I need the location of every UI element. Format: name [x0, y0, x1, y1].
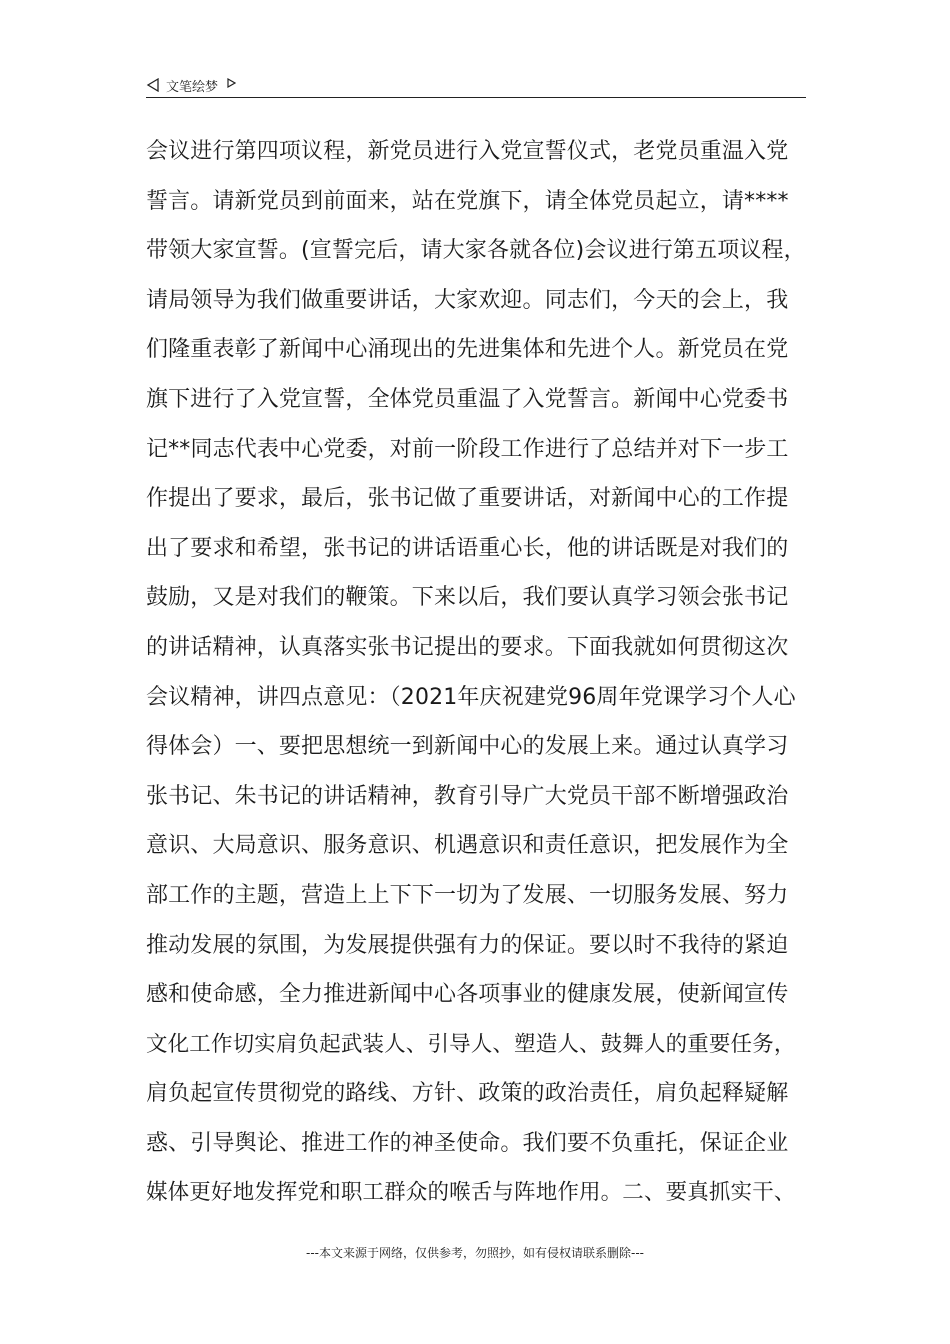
page-header: [146, 73, 806, 97]
triangle-right-icon: [226, 78, 236, 88]
body-line: 出了要求和希望，张书记的讲话语重心长，他的讲话既是对我们的: [146, 535, 789, 561]
header-divider: [146, 97, 806, 98]
body-line: 文化工作切实肩负起武装人、引导人、塑造人、鼓舞人的重要任务，: [146, 1031, 796, 1057]
body-line: 请局领导为我们做重要讲话，大家欢迎。同志们，今天的会上，我: [146, 287, 789, 313]
body-line: 作提出了要求，最后，张书记做了重要讲话，对新闻中心的工作提: [146, 486, 789, 512]
document-body: [146, 132, 808, 1223]
body-line: 肩负起宣传贯彻党的路线、方针、政策的政治责任，肩负起释疑解: [146, 1081, 789, 1107]
body-line: 推动发展的氛围，为发展提供强有力的保证。要以时不我待的紧迫: [146, 932, 789, 958]
body-line: 意识、大局意识、服务意识、机遇意识和责任意识，把发展作为全: [146, 833, 789, 859]
body-line: 旗下进行了入党宣誓，全体党员重温了入党誓言。新闻中心党委书: [146, 386, 789, 412]
body-line: 鼓励，又是对我们的鞭策。下来以后，我们要认真学习领会张书记: [146, 585, 789, 611]
body-line: 带领大家宣誓。(宣誓完后，请大家各就各位)会议进行第五项议程，: [146, 238, 806, 264]
body-line: 媒体更好地发挥党和职工群众的喉舌与阵地作用。二、要真抓实干、: [146, 1180, 796, 1206]
body-line: 记**同志代表中心党委，对前一阶段工作进行了总结并对下一步工: [146, 436, 789, 462]
body-line: 会议精神，讲四点意见：（2021年庆祝建党96周年党课学习个人心: [146, 684, 796, 710]
body-line: 感和使命感，全力推进新闻中心各项事业的健康发展，使新闻宣传: [146, 982, 789, 1008]
body-line: 们隆重表彰了新闻中心涌现出的先进集体和先进个人。新党员在党: [146, 337, 789, 363]
body-line: 张书记、朱书记的讲话精神，教育引导广大党员干部不断增强政治: [146, 783, 789, 809]
body-line: 惑、引导舆论、推进工作的神圣使命。我们要不负重托，保证企业: [146, 1130, 789, 1156]
body-line: 的讲话精神，认真落实张书记提出的要求。下面我就如何贯彻这次: [146, 634, 789, 660]
body-line: 得体会）一、要把思想统一到新闻中心的发展上来。通过认真学习: [146, 734, 789, 760]
footer-notice: ---本文来源于网络，仅供参考，勿照抄，如有侵权请联系删除---: [306, 1246, 644, 1260]
body-line: 部工作的主题，营造上上下下一切为了发展、一切服务发展、努力: [146, 882, 789, 908]
triangle-left-icon: [146, 78, 160, 92]
header-title: 文笔绘梦: [166, 79, 219, 95]
body-line: 会议进行第四项议程，新党员进行入党宣誓仪式，老党员重温入党: [146, 139, 789, 164]
body-line: 誓言。请新党员到前面来，站在党旗下，请全体党员起立，请****: [146, 188, 789, 214]
